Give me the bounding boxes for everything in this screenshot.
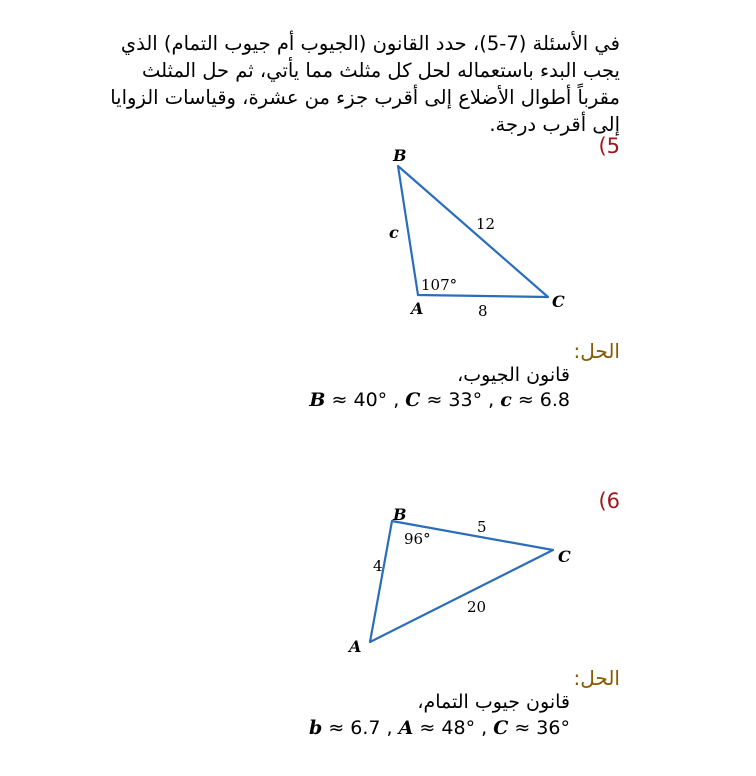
- q6-side-bc: 5: [477, 518, 487, 536]
- q5-val-c: ≈ 33° ,: [420, 389, 501, 411]
- q5-var-b: B: [309, 389, 326, 411]
- q5-side-ac: 8: [478, 302, 488, 320]
- q6-var-c: C: [493, 717, 509, 739]
- q5-law: قانون الجيوب،: [457, 364, 570, 386]
- q6-val-a: ≈ 48° ,: [413, 717, 494, 739]
- q6-val-c: ≈ 36°: [508, 717, 570, 739]
- q6-angle-b: 96°: [404, 530, 431, 548]
- q5-solution-label: الحل:: [573, 339, 620, 363]
- q5-angle-a: 107°: [421, 276, 458, 294]
- q5-var-side: c: [500, 389, 512, 411]
- q5-answers: [309, 389, 570, 411]
- q6-side-ab: 4: [373, 557, 383, 575]
- q6-side-ac: 20: [467, 598, 487, 616]
- q6-answers: [309, 717, 570, 739]
- q6-vertex-b: B: [393, 505, 407, 524]
- q6-vertex-c: C: [558, 547, 571, 566]
- q6-law: قانون جيوب التمام،: [417, 691, 570, 713]
- question-6-number: (6: [598, 489, 620, 513]
- q5-vertex-c: C: [552, 292, 565, 311]
- q5-vertex-a: A: [411, 299, 424, 318]
- q6-val-side: ≈ 6.7 ,: [322, 717, 399, 739]
- q5-side-bc: 12: [476, 215, 496, 233]
- instructions-text: في الأسئلة (7-5)، حدد القانون (الجيوب أم جيوب التمام) الذي يجب البدء باستعماله لحل كل مثلث مما يأتي، ثم حل المثلث مقرباً أطوال الأضلاع إلى أقرب جزء من عشرة، وقياسات الزوايا إلى أقرب درجة.: [110, 32, 620, 136]
- q5-val-side: ≈ 6.8: [511, 389, 570, 411]
- q6-vertex-a: A: [349, 637, 362, 656]
- q6-var-side: b: [309, 717, 323, 739]
- q6-var-a: A: [398, 717, 414, 739]
- triangle-6: [370, 521, 553, 642]
- q6-solution-label: الحل:: [573, 666, 620, 690]
- q5-var-c: C: [405, 389, 421, 411]
- q5-vertex-b: B: [393, 146, 407, 165]
- question-5-number: (5: [598, 134, 620, 158]
- q5-side-c: c: [389, 223, 399, 242]
- q5-val-b: ≈ 40° ,: [325, 389, 406, 411]
